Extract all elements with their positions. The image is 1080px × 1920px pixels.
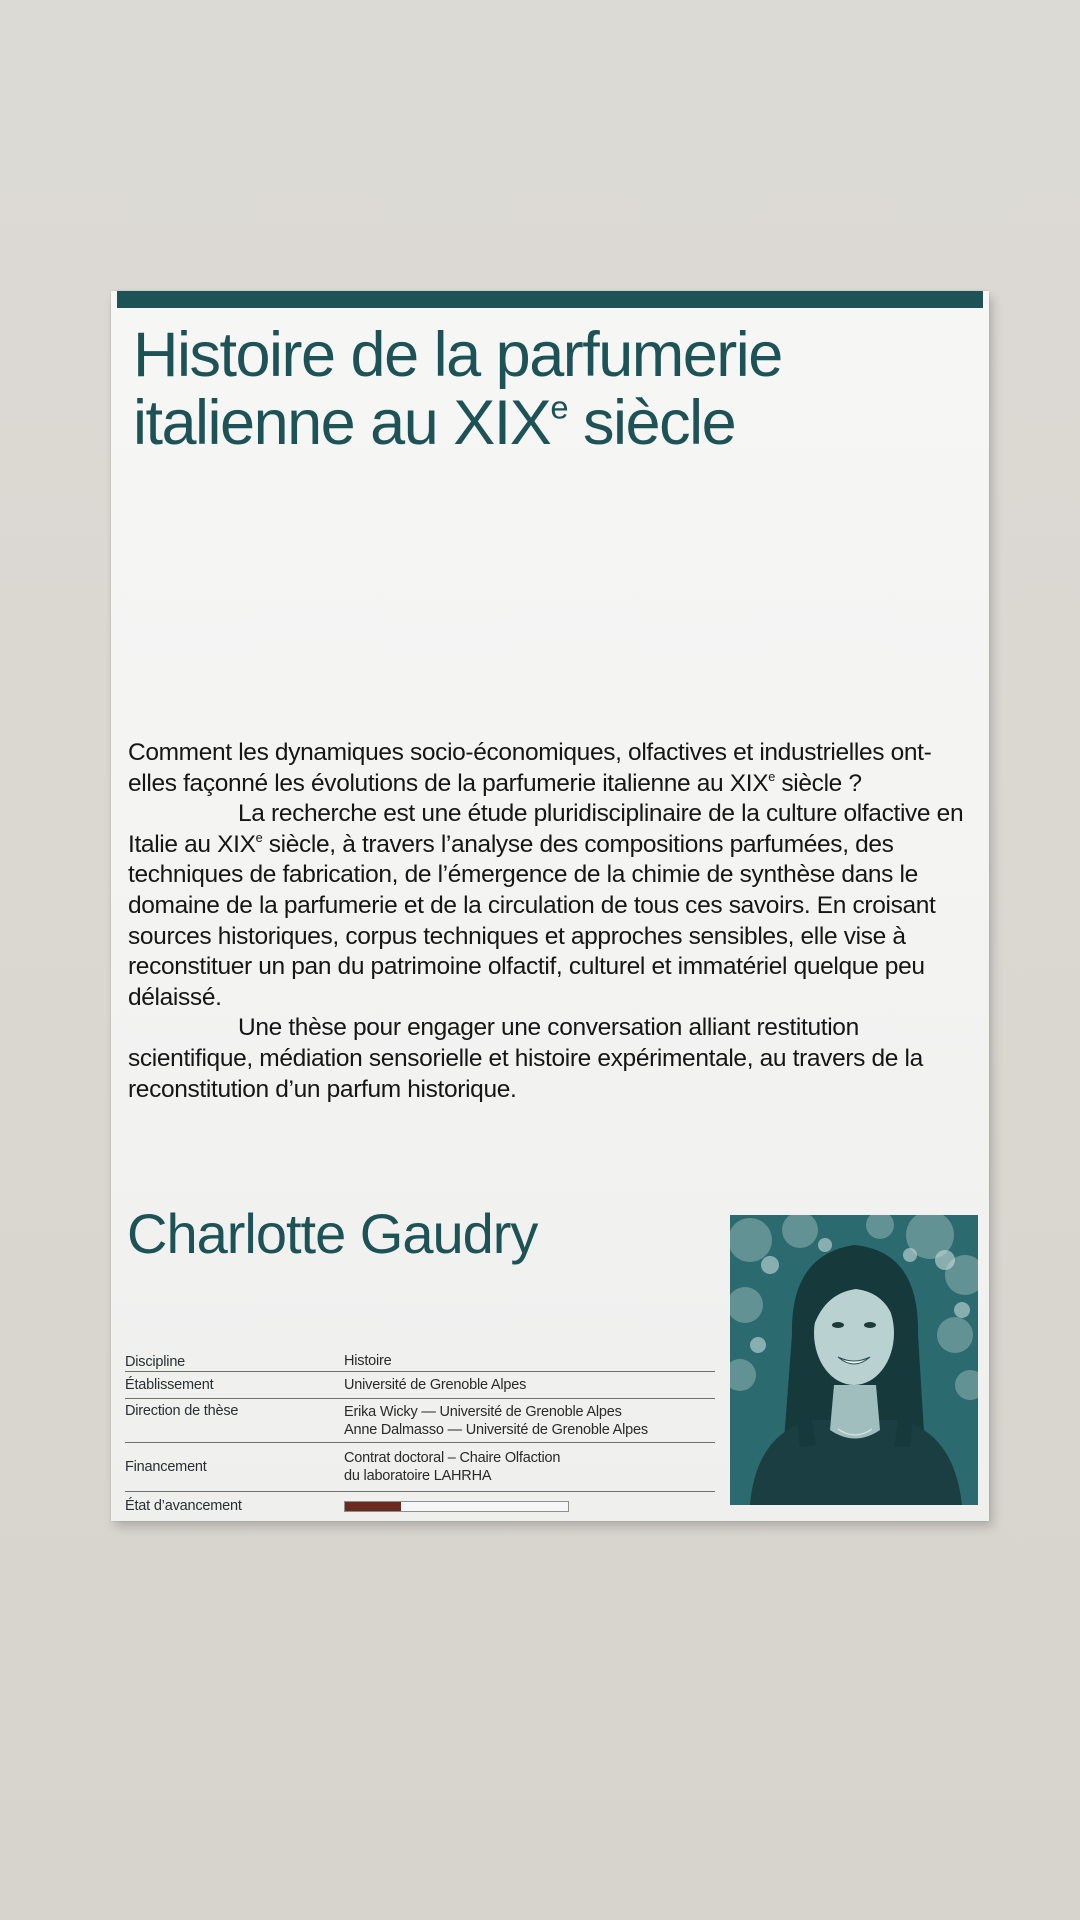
portrait-illustration <box>730 1215 978 1505</box>
title-line-1: Histoire de la parfumerie <box>133 320 782 390</box>
info-label: Discipline <box>125 1354 186 1370</box>
poster-title <box>133 321 953 457</box>
info-row-discipline <box>125 1344 715 1372</box>
info-value: Histoire <box>344 1353 392 1369</box>
info-value <box>344 1501 715 1512</box>
poster-top-band <box>117 291 983 308</box>
title-line-2: italienne au XIXe siècle <box>133 388 736 458</box>
info-row-direction <box>125 1399 715 1443</box>
info-label: Établissement <box>125 1377 214 1393</box>
author-name: Charlotte Gaudry <box>127 1202 538 1265</box>
abstract-paragraph-1: La recherche est une étude pluridisciplinaire de la culture olfactive en Italie au XIXe siècle, à travers l’analyse des compositions parfumées, des techniques de fabrication, de l’émergence de la chimie de synthèse dans le domaine de la parfumerie et de la circulation de tous ces savoirs. En croisant sources historiques, corpus techniques et approches sensibles, elle vise à reconstituer un pan du patrimoine olfactif, culturel et immatériel quelque peu délaissé. <box>128 800 964 1011</box>
progress-bar <box>344 1501 569 1512</box>
supervisor-1: Erika Wicky — Université de Grenoble Alpes <box>344 1404 622 1420</box>
funding-line-2: du laboratoire LAHRHA <box>344 1468 492 1484</box>
info-label: État d’avancement <box>125 1498 242 1514</box>
info-value: Université de Grenoble Alpes <box>344 1377 527 1393</box>
thesis-info-table <box>125 1344 715 1520</box>
info-value <box>344 1403 715 1439</box>
author-portrait-photo <box>730 1215 978 1505</box>
funding-line-1: Contrat doctoral – Chaire Olfaction <box>344 1450 561 1466</box>
info-row-etat <box>125 1492 715 1520</box>
supervisor-2: Anne Dalmasso — Université de Grenoble Alpes <box>344 1422 648 1438</box>
abstract-text <box>128 738 973 1105</box>
info-label: Financement <box>125 1459 207 1475</box>
info-value <box>344 1449 715 1485</box>
progress-bar-fill <box>345 1502 401 1511</box>
info-row-financement <box>125 1443 715 1492</box>
poster <box>111 291 989 1521</box>
abstract-paragraph-2: Une thèse pour engager une conversation alliant restitution scientifique, médiation sensorielle et histoire expérimentale, au travers de la reconstitution d’un parfum historique. <box>128 1014 923 1103</box>
info-label: Direction de thèse <box>125 1403 239 1419</box>
research-question: Comment les dynamiques socio-économiques, olfactives et industrielles ont-elles façonné les évolutions de la parfumerie italienne au XIXe siècle ? <box>128 739 932 797</box>
info-row-etablissement <box>125 1372 715 1399</box>
